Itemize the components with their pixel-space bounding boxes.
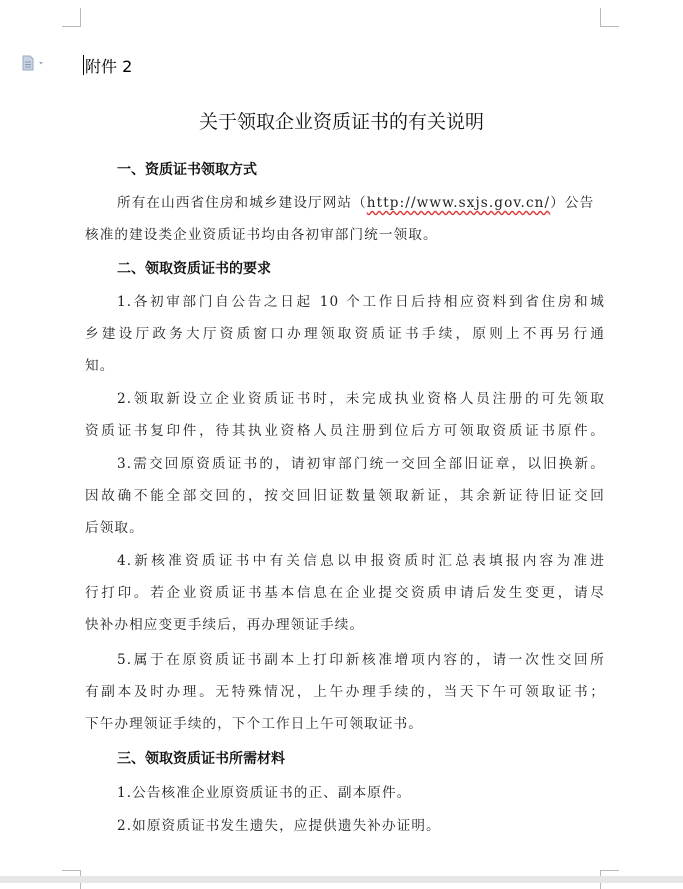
paragraph-line: 2.领取新设立企业资质证书时，未完成执业资格人员注册的可先领取 — [117, 391, 605, 407]
section-heading: 一、资质证书领取方式 — [117, 162, 257, 178]
paragraph-line: 2.如原资质证书发生遗失，应提供遗失补办证明。 — [117, 818, 441, 834]
document-icon[interactable] — [20, 55, 52, 71]
paragraph-line: 因故确不能全部交回的，按交回旧证数量领取新证，其余新证待旧证交回 — [85, 488, 605, 504]
paragraph-line: 有副本及时办理。无特殊情况，上午办理手续的，当天下午可领取证书； — [85, 684, 605, 700]
paragraph-line: 核准的建设类企业资质证书均由各初审部门统一领取。 — [85, 227, 438, 243]
paragraph-line: 1.公告核准企业原资质证书的正、副本原件。 — [117, 785, 412, 801]
paragraph-line: 快补办相应变更手续后，再办理领证手续。 — [85, 617, 365, 633]
attachment-label: 附件 2 — [85, 57, 133, 76]
chevron-down-icon — [39, 62, 43, 65]
text-cursor — [83, 55, 84, 75]
paragraph-line: 下午办理领证手续的，下个工作日上午可领取证书。 — [85, 716, 423, 732]
section-heading: 三、领取资质证书所需材料 — [117, 751, 285, 767]
website-link[interactable]: http://www.sxjs.gov.cn/ — [366, 195, 551, 211]
paragraph-line: 5.属于在原资质证书副本上打印新核准增项内容的，请一次性交回所 — [117, 652, 605, 668]
status-bar-edge — [0, 876, 683, 883]
paragraph-line: 行打印。若企业资质证书基本信息在企业提交资质申请后发生变更，请尽 — [85, 585, 605, 601]
paragraph-line: 所有在山西省住房和城乡建设厅网站（http://www.sxjs.gov.cn/）公告 — [117, 195, 595, 211]
paragraph-line: 4.新核准资质证书中有关信息以申报资质时汇总表填报内容为准进 — [117, 553, 605, 569]
paragraph-line: 3.需交回原资质证书的，请初审部门统一交回全部旧证章，以旧换新。 — [117, 456, 605, 472]
paragraph-line: 知。 — [85, 358, 115, 374]
section-heading: 二、领取资质证书的要求 — [117, 261, 271, 277]
paragraph-line: 1.各初审部门自公告之日起 10 个工作日后持相应资料到省住房和城 — [117, 294, 605, 310]
margin-corner-mark — [62, 8, 81, 27]
paragraph-line: 乡建设厅政务大厅资质窗口办理领取资质证书手续，原则上不再另行通 — [85, 326, 605, 342]
document-title: 关于领取企业资质证书的有关说明 — [198, 111, 484, 133]
paragraph-line: 资质证书复印件，待其执业资格人员注册到位后方可领取资质证书原件。 — [85, 423, 605, 439]
margin-corner-mark — [600, 8, 619, 27]
paragraph-line: 后领取。 — [85, 520, 144, 536]
